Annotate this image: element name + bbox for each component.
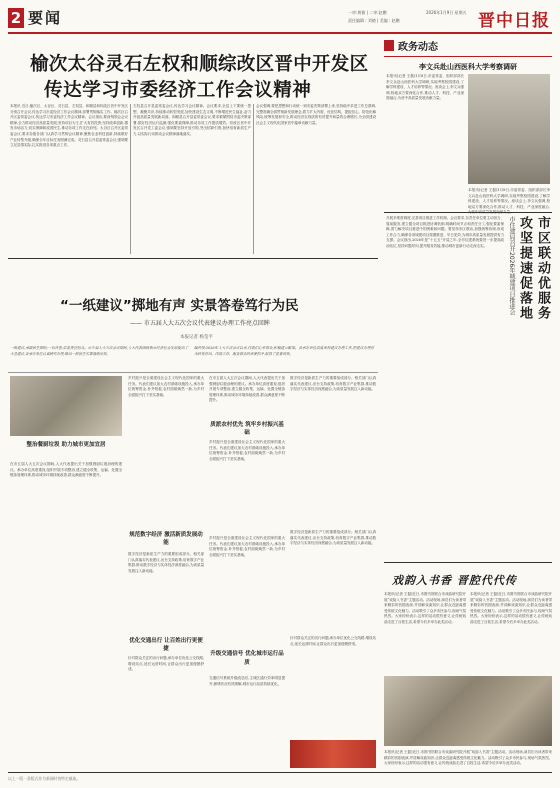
story2-text-c4: 数字经济是新质生产力的重要组成部分。相关部门认真落实代表建议,出台支持政策,培育数字产业集群,推动数字经济与实体经济深度融合,为高质量发展注入新动能。	[290, 530, 376, 546]
story2-text-b2: 在市五届人大五次会议期间,人大代表提出关于加强餐厨垃圾治理的建议。承办单位高度重视,组织开展专项整治,建立健全收集、运输、处置全链条管理体系,推动城市环境持续改善,群众满意度不断提升。	[209, 376, 285, 403]
section-name: 要闻	[28, 9, 63, 27]
feature-right-text: 开展多维度调度,完善项目推进工作机制。会议要求,各责任单位要主动担当、靠前服务,建立健全项目推进协调机制,明确时间节点和责任分工,强化要素保障,着力解决项目推进中的困难和问题。要坚持市区联动,加强统筹协调,形成工作合力,确保各项城建项目按期推进、早日见效,为城市高质量发展提供有力支撑。会议指出,2026年是“十五五”开局之年,全市住建系统要进一步提高政治站位,坚持问题导向,提升服务效能,推动城市更新行动走深走实。	[386, 216, 504, 248]
lead-bottom-rule	[8, 258, 378, 259]
story2-sub5: 升级交通信号 优化城市运行品质	[210, 651, 284, 666]
politics-text-1: 本报讯(记者 王磊)1月8日,市委常委、组织部部长李文兵赴山西医科大学调研,实地考察校园建设,了解学科建设、人才培养等情况。座谈会上,李文兵强调,校地双方要深化合作,推动人才、科技、产业深度融合,为晋中高质量发展贡献力量。	[386, 74, 464, 101]
feature-right-vertical-headline-2: 攻坚提速促落地	[517, 216, 532, 321]
politics-headline: 李文兵赴山西医科大学考察调研	[419, 63, 517, 71]
header-meta-1: 一审:黄雅 | 二审:赵鹏	[348, 10, 387, 15]
section-marker-icon	[384, 40, 394, 51]
footer-note: 以上一版一条版式作为新闻时效特定截取。	[8, 776, 81, 781]
politics-text-2: 本报讯(记者 王磊)1月8日,市委常委、组织部部长李文兵赴山西医科大学调研,实地考察校园建设,了解学科建设、人才培养等情况。座谈会上,李文兵强调,校地双方要深化合作,推动人才、科技、产业深度融合,	[468, 188, 550, 209]
story2-text-c1: 数字经济是新质生产力的重要组成部分。相关部门认真落实代表建议,出台支持政策,培育数字产业集群,推动数字经济与实体经济深度融合,为高质量发展注入新动能。	[290, 376, 376, 392]
story2-text-c3: 乡村振兴是全面建设社会主义现代化国家的重大任务。代表们建议加大农村基础设施投入,承办单位统筹资金,补齐短板,农村面貌焕然一新,为乡村全面振兴打下坚实基础。	[209, 536, 285, 557]
feature-right-vertical-headline-1: 市区联动优服务	[535, 216, 550, 321]
story2-title: “一纸建议”掷地有声 实景答卷笃行为民	[60, 298, 299, 314]
story2-sub4: 优化交通出行 让百姓出行更便捷	[129, 638, 203, 652]
story2-text-a: 在市五届人大五次会议期间,人大代表提出关于加强餐厨垃圾治理的建议。承办单位高度重视,组织开展专项整治,建立健全收集、运输、处置全链条管理体系,推动城市环境持续改善,群众满意度不断提升。	[10, 462, 122, 478]
story3-title: 戏韵入书香 晋腔代代传	[392, 574, 517, 587]
story3-text-1: 本报讯(记者 王磊)近日,市图书馆联合市戏曲研究院开展“戏韵入书香”主题活动。活动现场,演员们为读者带来精彩的晋剧表演,并讲解戏曲知识,让群众近距离感受传统文化魅力。活动吸引了众多市民参与,现场气氛热烈。大家纷纷表示,这样的活动很有意义,让传统戏曲走进了百姓生活,希望今后多举办此类活动。	[384, 592, 466, 624]
lead-column-1: 本报讯 近日,榆次区、太谷区、灵石县、左权县、和顺县和综改区晋中开发区分别召开会议,传达学习市委经济工作会议精神,部署贯彻落实工作。榆次区召开区委常委会议,传达学习市委经济工作会议精神。会议指出,要深刻领会会议精神,全力推动经济高质量发展;坚持项目为王,扩大有效投资;坚持改革创新,激发市场活力;切实保障和改善民生,推动各项工作走在前列。太谷区召开区委常委会议,要求各级各部门认真学习贯彻会议精神,聚焦农业科技创新,持续做好产业转型升级,确保全年目标任务圆满完成。灵石县召开县委常委会议,强调要立足县情实际,扎实推进各项重点工作。	[10, 104, 128, 148]
story2-text-c2: 数字经济是新质生产力的重要组成部分。相关部门认真落实代表建议,出台支持政策,培育数字产业集群,推动数字经济与实体经济深度融合,为高质量发展注入新动能。	[128, 552, 204, 573]
header-date: 2026年1月9日 星期五	[426, 10, 467, 15]
page-header	[8, 6, 552, 32]
story3-caption: 本报讯(记者 王磊)近日,市图书馆联合市戏曲研究院开展“戏韵入书香”主题活动。活动现场,演员们为读者带来精彩的晋剧表演,并讲解戏曲知识,让群众近距离感受传统文化魅力。活动吸引了众多市民参与,现场气氛热烈。大家纷纷表示,这样的活动很有意义,让传统戏曲走进了百姓生活,希望今后多举办此类活动。	[384, 750, 552, 766]
story3-photo	[384, 676, 552, 746]
story2-byline: 本报记者 杨莹平	[180, 335, 213, 340]
lead-column-2: 左权县召开县委常委会议,传达学习会议精神。会议要求,全县上下要统一思想、凝聚共识,持续推动转型发展,加快建设生态文明,不断增进民生福祉,奋力开创高质量发展新局面。和顺县召开县委常委会议,要求紧紧围绕市委决策部署,抓好经济运行监测,强化要素保障,推动各项工作提质增效。综改区晋中开发区召开党工委会议,强调要坚持开放引领,突出招商引资,加快培育新质生产力,以实际行动推动会议精神落地落实。	[133, 104, 251, 136]
story2-text-f: 针对群众关注的出行问题,承办单位优化公交线路,增设站点,延长运营时间,让群众出行更加便捷舒适。	[290, 636, 376, 646]
politics-photo	[468, 74, 550, 184]
story2-text-d: 针对群众关注的出行问题,承办单位优化公交线路,增设站点,延长运营时间,让群众出行更加便捷舒适。	[128, 656, 204, 672]
story2-text-b3: 乡村振兴是全面建设社会主义现代化国家的重大任务。代表们建议加大农村基础设施投入,承办单位统筹资金,补齐短板,农村面貌焕然一新,为乡村全面振兴打下坚实基础。	[209, 440, 285, 461]
lead-column-3: 会议强调,要把思想和行动统一到市委决策部署上来,坚持稳中求进工作总基调,完整准确全面贯彻新发展理念,着力扩大内需、优化结构、提振信心、防范化解风险,统筹发展和安全,推动经济实现质的有效提升和量的合理增长,为全面建设社会主义现代化国家晋中篇章贡献力量。	[256, 104, 376, 125]
story2-text-b1: 乡村振兴是全面建设社会主义现代化国家的重大任务。代表们建议加大农村基础设施投入,承办单位统筹资金,补齐短板,农村面貌焕然一新,为乡村全面振兴打下坚实基础。	[128, 376, 204, 397]
story2-sub3: 规范数字经济 激活新质发展动能	[129, 532, 203, 546]
lead-title-line1: 榆次太谷灵石左权和顺综改区晋中开发区	[30, 54, 369, 75]
story2-sub1: 整治餐厨垃圾 助力城市更加宜居	[26, 442, 106, 448]
story2-box: 编者按:2026年人大五次会议以来,代表们心系群众,积极建言献策。各承办单位高度重视建议办理工作,把建议办理作为转变作风、改进工作、服务群众的重要抓手,取得了显著成效。	[194, 346, 374, 356]
story2-subtitle: —— 市五届人大五次会议代表建议办理工作亮点回眸	[130, 320, 270, 327]
lead-title-line2: 传达学习市委经济工作会议精神	[44, 80, 312, 101]
story2-photo	[10, 376, 122, 436]
feature-right-vertical-sub: 市住建局召开2026年城建项目推进会	[508, 216, 515, 316]
story2-sub2: 质派农村优先 筑牢乡村振兴基础	[210, 422, 284, 436]
page-number: 2	[8, 8, 24, 28]
story2-ad-image	[290, 740, 376, 768]
story3-text-2: 本报讯(记者 王磊)近日,市图书馆联合市戏曲研究院开展“戏韵入书香”主题活动。活动现场,演员们为读者带来精彩的晋剧表演,并讲解戏曲知识,让群众近距离感受传统文化魅力。活动吸引了众多市民参与,现场气氛热烈。大家纷纷表示,这样的活动很有意义,让传统戏曲走进了百姓生活,希望今后多举办此类活动。	[470, 592, 552, 624]
header-rule	[8, 32, 552, 34]
masthead-logo: 晋中日报	[478, 11, 550, 31]
story2-intro: 一纸建议,承载民生期盼;一份答卷,彰显责任担当。市五届人大五次会议期间,人大代表围绕我市经济社会发展提出了大量建议,各承办单位认真研究办理,推动一批民生实事落地见效。	[10, 346, 188, 356]
politics-section-label: 政务动态	[384, 38, 552, 54]
header-meta-2: 责任编辑 : 刘晓 | 美编 : 赵鹏	[348, 18, 400, 23]
story2-text-e: 交通信号系统升级改造后,主城区通行效率明显提升,拥堵状况有效缓解,城市运行品质持续优化。	[209, 676, 285, 686]
